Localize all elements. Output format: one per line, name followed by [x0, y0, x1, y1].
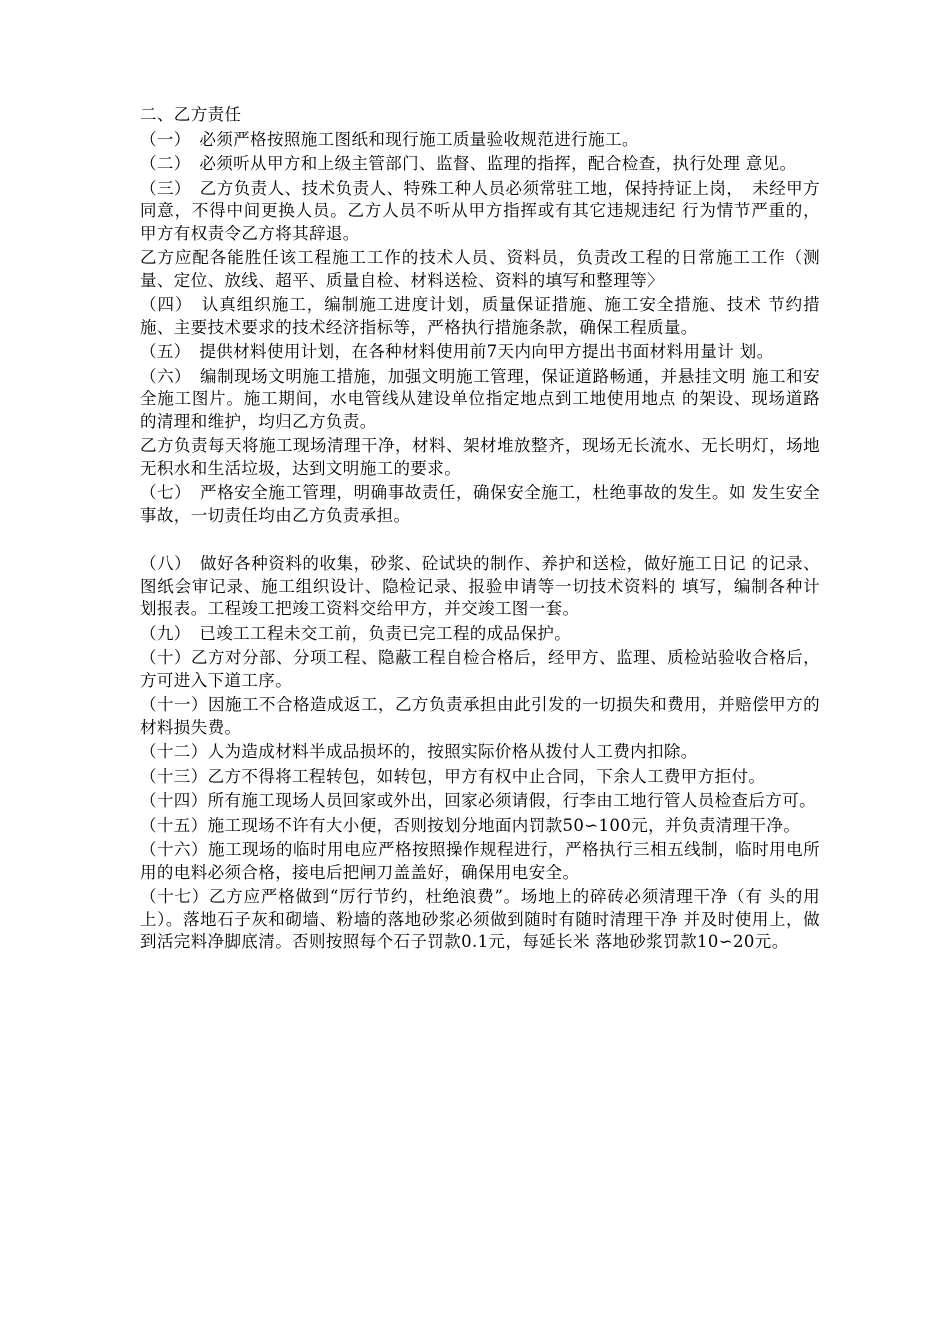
- clause-11: （十一）因施工不合格造成返工，乙方负责承担由此引发的一切损失和费用，并赔偿甲方的材料损失费。: [140, 695, 820, 737]
- clause-2: （二） 必须听从甲方和上级主管部门、监督、监理的指挥，配合检查，执行处理 意见。: [140, 154, 797, 173]
- clause-6: （六） 编制现场文明施工措施，加强文明施工管理，保证道路畅通，并悬挂文明 施工和安全施工图片。施工期间，水电管线从建设单位指定地点到工地使用地点 的架设、现场道路的清理和维护，均归乙方负责。: [140, 366, 820, 431]
- clause-4: （四） 认真组织施工，编制施工进度计划，质量保证措施、施工安全措施、技术 节约措施、主要技术要求的技术经济指标等，严格执行措施条款，确保工程质量。: [140, 295, 820, 337]
- clause-15: （十五）施工现场不许有大小便，否则按划分地面内罚款50∽100元，并负责清理干净。: [140, 815, 801, 835]
- blank-line: [140, 529, 820, 553]
- section-heading: 二、乙方责任: [140, 105, 242, 124]
- clause-3: （三） 乙方负责人、技术负责人、特殊工种人员必须常驻工地，保持持证上岗， 未经甲方同意，不得中间更换人员。乙方人员不听从甲方指挥或有其它违规违纪 行为情节严重的，甲方有权责令乙方将其辞退。: [140, 178, 820, 243]
- clause-8: （八） 做好各种资料的收集，砂浆、砼试块的制作、养护和送检，做好施工日记 的记录、图纸会审记录、施工组织设计、隐检记录、报验申请等一切技术资料的 填写，编制各种计划报表。工程竣工把竣工资料交给甲方，并交竣工图一套。: [140, 554, 820, 618]
- clause-16: （十六）施工现场的临时用电应严格按照操作规程进行，严格执行三相五线制，临时用电所用的电料必须合格，接电后把闸刀盖盖好，确保用电安全。: [140, 840, 820, 882]
- clause-9: （九） 已竣工工程未交工前，负责已完工程的成品保护。: [140, 623, 572, 643]
- clause-12: （十二）人为造成材料半成品损坏的，按照实际价格从拨付人工费内扣除。: [140, 742, 698, 761]
- clause-7: （七） 严格安全施工管理，明确事故责任，确保安全施工，杜绝事故的发生。如 发生安全事故，一切责任均由乙方负责承担。: [140, 483, 820, 525]
- clause-5: （五） 提供材料使用计划，在各种材料使用前7天内向甲方提出书面材料用量计 划。: [140, 342, 774, 361]
- clause-3-supplement: 乙方应配各能胜任该工程施工工作的技术人员、资料员，负责改工程的日常施工工作（测量、定位、放线、超平、质量自检、材料送检、资料的填写和整理等〉: [140, 248, 820, 290]
- clause-1: （一） 必须严格按照施工图纸和现行施工质量验收规范进行施工。: [140, 129, 639, 149]
- clause-14: （十四）所有施工现场人员回家或外出，回家必须请假，行李由工地行管人员检查后方可。: [140, 791, 816, 810]
- clause-10: （十）乙方对分部、分项工程、隐蔽工程自检合格后，经甲方、监理、质检站验收合格后，方可进入下道工序。: [140, 648, 820, 690]
- clause-17: （十七）乙方应严格做到“厉行节约，杜绝浪费”。场地上的碎砖必须清理干净（有 头的用上）。落地石子灰和砌墙、粉墙的落地砂浆必须做到随时有随时清理干净 并及时使用上，做到活完料净脚底清。否则按照每个石子罚款0.1元，每延长米 落地砂浆罚款10∽20元。: [140, 887, 820, 951]
- clause-13: （十三）乙方不得将工程转包，如转包，甲方有权中止合同，下余人工费甲方拒付。: [140, 766, 766, 786]
- document-body: [140, 104, 820, 956]
- clause-6-supplement: 乙方负责每天将施工现场清理干净，材料、架材堆放整齐，现场无长流水、无长明灯，场地无积水和生活垃圾，达到文明施工的要求。: [140, 436, 820, 478]
